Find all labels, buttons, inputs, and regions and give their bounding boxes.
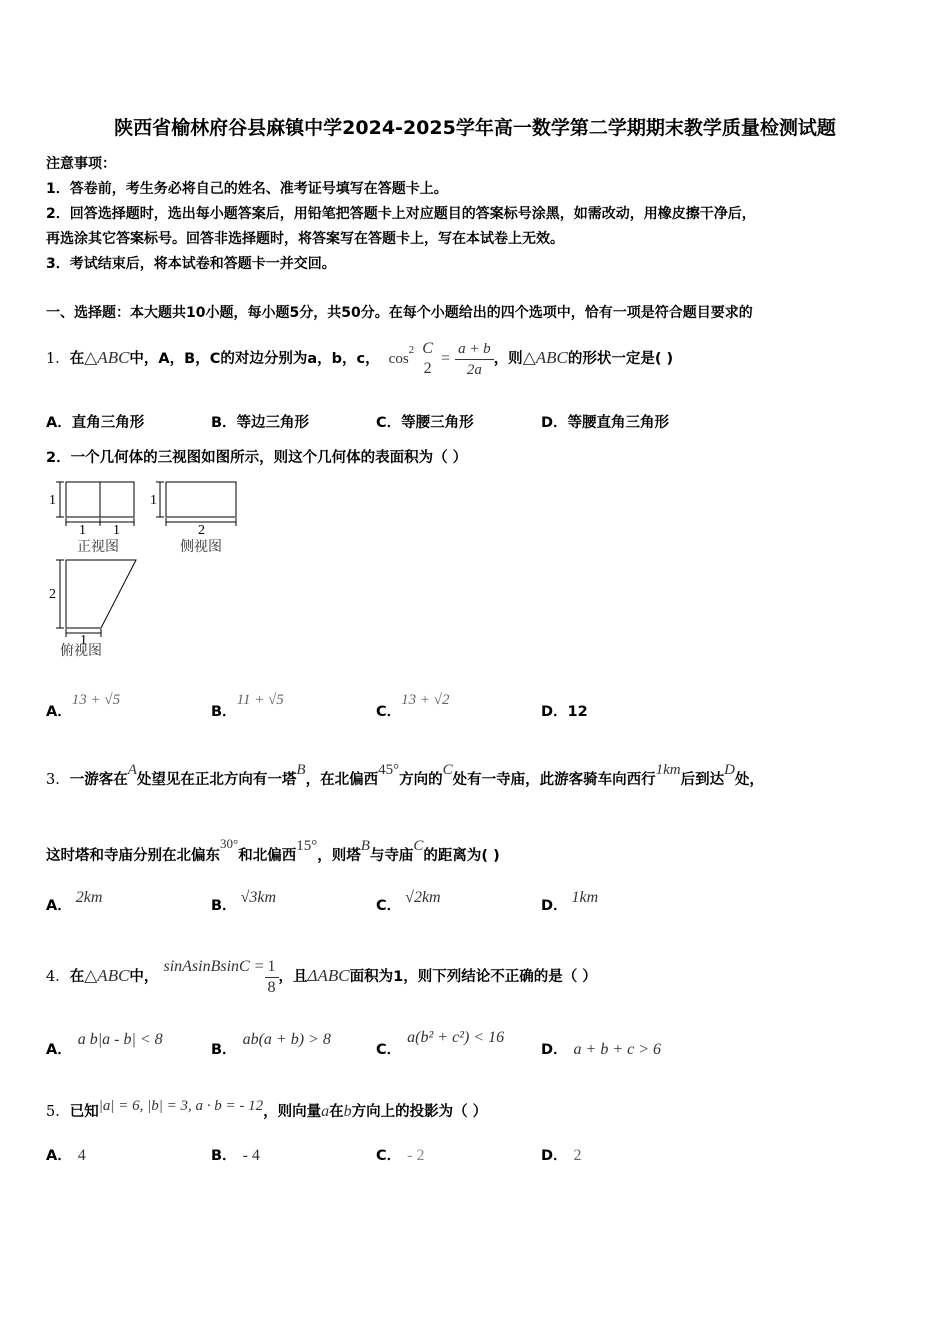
point-b: B — [296, 762, 306, 778]
top-view-label: 俯视图 — [60, 644, 102, 659]
q4-fraction: $\frac{1}{8}$ — [265, 957, 279, 998]
angle-30: 30° — [220, 836, 239, 851]
q4-option-c[interactable]: C．a(b² + c²) < 16 — [376, 1029, 505, 1058]
section-heading: 一、选择题：本大题共10小题，每小题5分，共50分。在每个小题给出的四个选项中，恰有一项是符合题目要求的 — [46, 305, 753, 321]
q1-text: 在 — [69, 351, 85, 367]
q1-frac-ab: $\frac{a + b}{2a}$ — [455, 339, 494, 380]
front-height-label: 1 — [49, 493, 56, 508]
q1-text: 的形状一定是( ) — [567, 351, 674, 367]
q4-option-b[interactable]: B．ab(a + b) > 8 — [211, 1031, 331, 1058]
q4-triangle: △ABC — [84, 966, 130, 985]
question-5: 5．已知|a| = 6, |b| = 3, a · b = - 12，则向量a在b方向上的投影为（ ） — [46, 1098, 488, 1120]
q2-option-b[interactable]: B．11 + √5 — [211, 692, 284, 720]
q1-option-d[interactable]: D．等腰直角三角形 — [541, 415, 670, 431]
q1-option-c[interactable]: C．等腰三角形 — [376, 415, 474, 431]
top-height-label: 2 — [49, 587, 56, 602]
page-title: 陕西省榆林府谷县麻镇中学2024-2025学年高一数学第二学期期末教学质量检测试题 — [114, 117, 836, 139]
q4-option-d[interactable]: D． a + b + c > 6 — [541, 1041, 662, 1058]
point-b: B — [360, 838, 370, 854]
point-a: A — [127, 762, 137, 778]
top-view-shape — [66, 560, 136, 628]
notes-item: 再选涂其它答案标号。回答非选择题时，将答案写在答题卡上，写在本试卷上无效。 — [46, 231, 564, 247]
angle-15: 15° — [296, 838, 318, 854]
question-3-line-1: 3．一游客在$^A$处望见在正北方向有一塔$^B$，在北偏西$^{45^\circ}$方向的$^C$处有一寺庙，此游客骑车向西行$^{1km}$后到达$^D$处， — [46, 762, 764, 788]
question-number: 1． — [46, 351, 70, 367]
q1-text: 中，A，B，C的对边分别为a，b，c， — [129, 351, 380, 367]
three-view-figure — [44, 474, 244, 664]
q3-option-c[interactable]: C． √2km — [376, 889, 441, 914]
question-number: 3． — [46, 772, 70, 788]
side-height-label: 1 — [150, 493, 157, 508]
notes-item: 2．回答选择题时，选出每小题答案后，用铅笔把答题卡上对应题目的答案标号涂黑，如需改动，用橡皮擦干净后， — [46, 206, 756, 222]
q3-option-d[interactable]: D． 1km — [541, 889, 599, 914]
q4-expression: sinAsinBsinC = — [163, 958, 265, 975]
q5-option-a[interactable]: A． 4 — [46, 1147, 86, 1164]
question-2: 2．一个几何体的三视图如图所示，则这个几何体的表面积为（ ） — [46, 450, 468, 466]
vector-b: b — [343, 1103, 352, 1120]
q1-cos: cos — [388, 351, 409, 367]
q5-expression: |a| = 6, |b| = 3, a · b = - 12 — [98, 1098, 264, 1114]
front-view-label: 正视图 — [77, 540, 119, 555]
front-width-label: 1 — [79, 523, 86, 538]
q1-text: ，则 — [493, 351, 523, 367]
q1-frac-c2: C 2 — [422, 340, 433, 377]
side-width-label: 2 — [198, 523, 205, 538]
q4-option-a[interactable]: A．a b|a - b| < 8 — [46, 1031, 163, 1058]
question-number: 4． — [46, 969, 70, 985]
notes-heading: 注意事项： — [46, 156, 116, 172]
q1-triangle: △ABC — [522, 348, 568, 367]
q5-option-d[interactable]: D． 2 — [541, 1147, 582, 1164]
q1-option-b[interactable]: B．等边三角形 — [211, 415, 310, 431]
q2-option-a[interactable]: A．13 + √5 — [46, 692, 121, 720]
point-d: D — [724, 762, 735, 778]
question-1 — [46, 326, 673, 383]
notes-item: 3．考试结束后，将本试卷和答题卡一并交回。 — [46, 256, 336, 272]
q5-option-c[interactable]: C． - 2 — [376, 1147, 425, 1164]
q1-triangle: △ABC — [84, 348, 130, 367]
q5-option-b[interactable]: B． - 4 — [211, 1147, 260, 1164]
side-view-label: 侧视图 — [180, 540, 222, 555]
point-c: C — [413, 838, 424, 854]
q2-option-d[interactable]: D．12 — [541, 704, 588, 720]
angle-45: 45° — [378, 762, 400, 778]
point-c: C — [442, 762, 453, 778]
q3-option-b[interactable]: B． √3km — [211, 889, 276, 914]
notes-item: 1．答卷前，考生务必将自己的姓名、准考证号填写在答题卡上。 — [46, 181, 448, 197]
top-width-label: 1 — [80, 633, 87, 648]
q2-option-c[interactable]: C．13 + √2 — [376, 692, 450, 720]
question-4: 4．在△ABC中， sinAsinBsinC = $\frac{1}{8}$ ，且ΔABC面积为1，则下列结论不正确的是（ ） — [46, 957, 597, 996]
vector-a: a — [321, 1103, 330, 1120]
q3-option-a[interactable]: A． 2km — [46, 889, 103, 914]
q1-square: 2 — [408, 344, 415, 356]
q1-equals: = — [440, 350, 450, 367]
side-view-rect — [166, 482, 236, 517]
question-3-line-2: 这时塔和寺庙分别在北偏东$^{30^\circ}$和北偏西$^{15^\circ}$，则塔$^B$与寺庙$^C$的距离为( ) — [46, 836, 500, 864]
q1-option-a[interactable]: A．直角三角形 — [46, 415, 145, 431]
question-number: 5． — [46, 1104, 70, 1120]
q4-triangle: ΔABC — [307, 966, 350, 985]
distance-1km: 1km — [655, 762, 681, 778]
front-width-label: 1 — [113, 523, 120, 538]
